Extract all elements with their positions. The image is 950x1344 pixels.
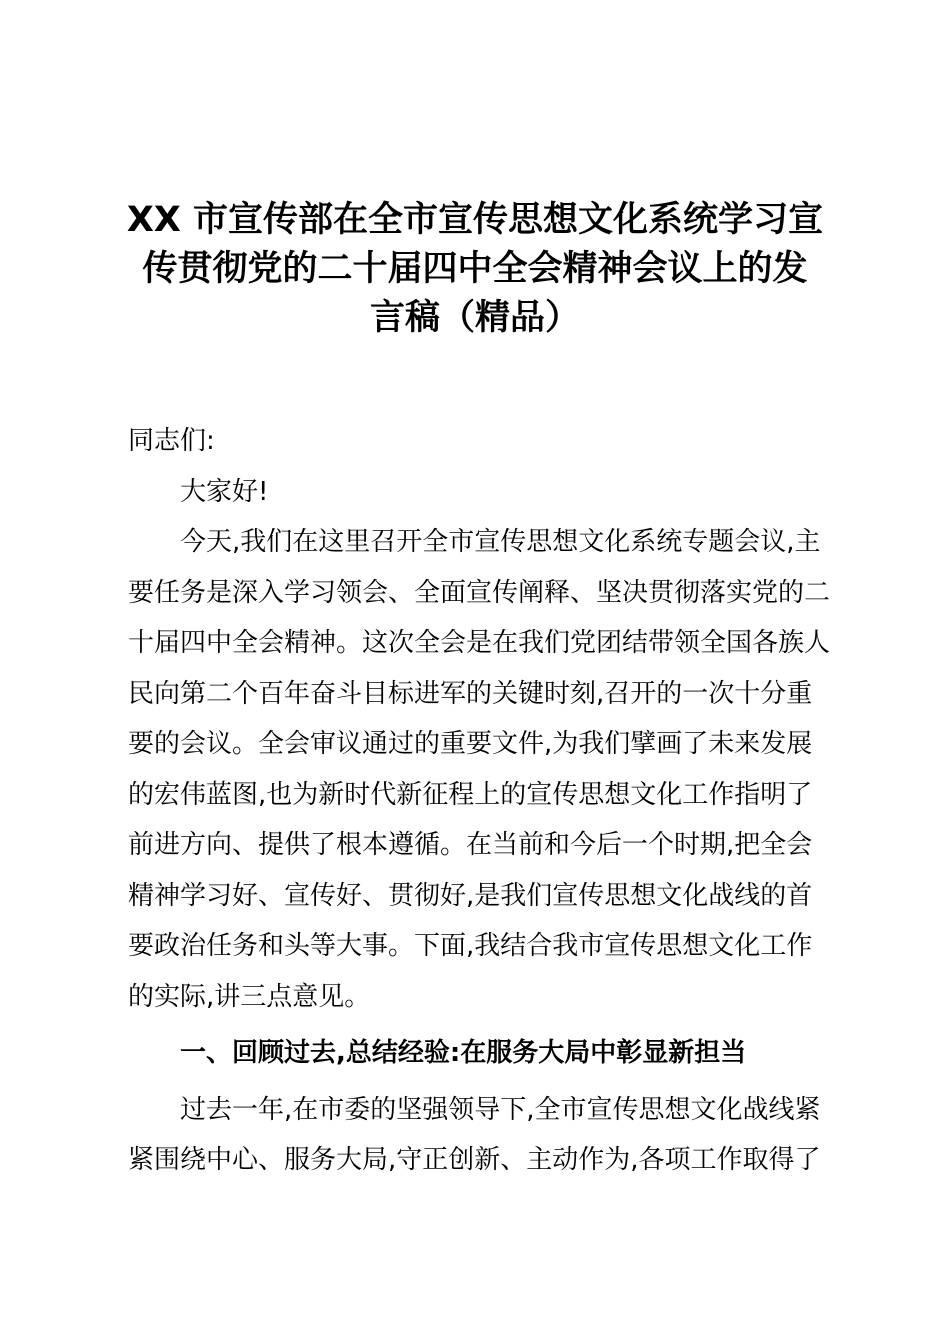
text-line: 今天,我们在这里召开全市宣传思想文化系统专题会议,主: [180, 527, 821, 557]
text-line: 的宏伟蓝图,也为新时代新征程上的宣传思想文化工作指明了: [128, 779, 813, 810]
text-line: 前进方向、提供了根本遵循。在当前和今后一个时期,把全会: [128, 830, 813, 860]
greeting: 大家好!: [180, 476, 269, 507]
text-line: 要政治任务和头等大事。下面,我结合我市宣传思想文化工作: [128, 931, 813, 961]
text-line: 的实际,讲三点意见。: [128, 981, 371, 1012]
text-line: 过去一年,在市委的坚强领导下,全市宣传思想文化战线紧: [180, 1094, 821, 1125]
title-line: 传贯彻党的二十届四中全会精神会议上的发: [142, 249, 808, 289]
document-body: [128, 416, 831, 1186]
section-paragraph: [128, 1085, 821, 1186]
title-line: XX 市宣传部在全市宣传思想文化系统学习宣: [126, 200, 824, 240]
text-line: 十届四中全会精神。这次全会是在我们党团结带领全国各族人: [128, 628, 831, 658]
document-title: [120, 196, 830, 343]
text-line: 紧围绕中心、服务大局,守正创新、主动作为,各项工作取得了: [128, 1145, 821, 1175]
text-line: 要任务是深入学习领会、全面宣传阐释、坚决贯彻落实党的二: [128, 577, 831, 608]
intro-paragraph: [128, 517, 831, 1022]
text-line: 要的会议。全会审议通过的重要文件,为我们擘画了未来发展: [128, 729, 813, 759]
section-heading: 一、回顾过去,总结经验:在服务大局中彰显新担当: [180, 1038, 747, 1068]
text-line: 民向第二个百年奋斗目标进军的关键时刻,召开的一次十分重: [128, 678, 813, 709]
title-line: 言稿（精品）: [369, 298, 580, 338]
text-line: 精神学习好、宣传好、贯彻好,是我们宣传思想文化战线的首: [128, 880, 813, 911]
salutation: 同志们:: [128, 426, 215, 456]
